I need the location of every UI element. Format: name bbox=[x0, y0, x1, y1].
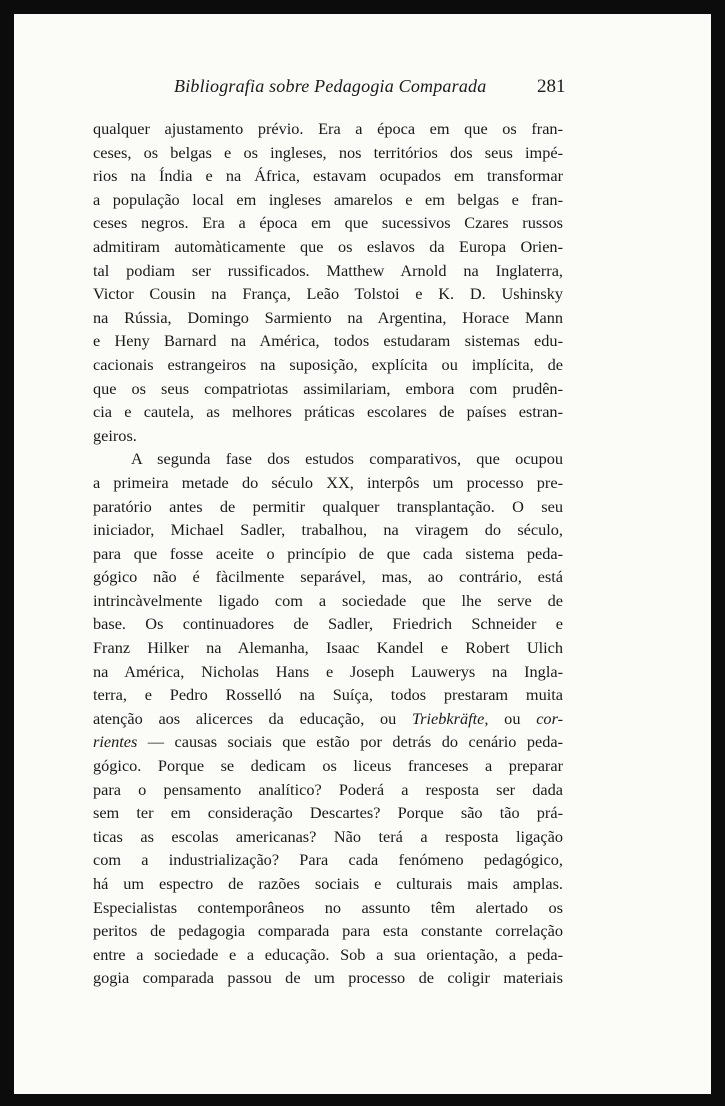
text-line: peritos de pedagogia comparada para esta constante correlação bbox=[93, 921, 563, 941]
text-line: a primeira metade do século XX, interpôs um processo pre- bbox=[93, 472, 563, 492]
italic-term: Triebkräfte, bbox=[412, 708, 489, 728]
text-line: admitiram automàticamente que os eslavos da Europa Orien- bbox=[93, 236, 563, 256]
text-line: para que fosse aceite o princípio de que cada sistema peda- bbox=[93, 543, 563, 563]
page-number: 281 bbox=[537, 76, 566, 97]
text-line: cia e cautela, as melhores práticas escolares de países estran- bbox=[93, 402, 563, 422]
text-line: a população local em ingleses amarelos e em belgas e fran- bbox=[93, 189, 563, 209]
text-line: há um espectro de razões sociais e culturais mais amplas. bbox=[93, 874, 563, 893]
text-line: geiros. bbox=[93, 425, 137, 445]
text-line: qualquer ajustamento prévio. Era a época em que os fran- bbox=[93, 119, 563, 138]
text-line: entre a sociedade e a educação. Sob a sua orientação, a peda- bbox=[93, 944, 563, 964]
running-head-title: Bibliografia sobre Pedagogia Comparada bbox=[174, 76, 487, 96]
text-line: na Rússia, Domingo Sarmiento na Argentina, Horace Mann bbox=[93, 307, 563, 327]
italic-term: cor- bbox=[536, 708, 564, 728]
text-line: ceses, os belgas e os ingleses, nos territórios dos seus impé- bbox=[93, 142, 563, 162]
text-line: com a industrialização? Para cada fenómeno pedagógico, bbox=[93, 850, 563, 870]
text-line: terra, e Pedro Rosselló na Suíça, todos prestaram muita bbox=[93, 685, 563, 705]
text-line: para o pensamento analítico? Poderá a resposta ser dada bbox=[93, 779, 563, 799]
text-line: na América, Nicholas Hans e Joseph Lauwerys na Ingla- bbox=[93, 661, 563, 681]
paragraph-1 bbox=[93, 117, 563, 447]
paragraph-2 bbox=[93, 447, 563, 990]
text-line: intrincàvelmente ligado com a sociedade que lhe serve de bbox=[93, 590, 563, 610]
text-line: Franz Hilker na Alemanha, Isaac Kandel e Robert Ulich bbox=[93, 638, 563, 658]
text-line: cacionais estrangeiros na suposição, explícita ou implícita, de bbox=[93, 354, 563, 374]
text-line: A segunda fase dos estudos comparativos, que ocupou bbox=[131, 449, 563, 469]
italic-term: rientes bbox=[93, 732, 138, 752]
running-head bbox=[0, 76, 725, 100]
body-text bbox=[93, 117, 563, 990]
text-line: atenção aos alicerces da educação, ou Triebkräfte, ou cor- bbox=[93, 708, 564, 728]
text-line: iniciador, Michael Sadler, trabalhou, na viragem do século, bbox=[93, 520, 563, 540]
text-line: que os seus compatriotas assimilariam, embora com prudên- bbox=[93, 378, 563, 398]
text-line: rios na Índia e na África, estavam ocupados em transformar bbox=[93, 166, 563, 186]
text-line: tal podiam ser russificados. Matthew Arnold na Inglaterra, bbox=[93, 260, 563, 280]
text-line: ticas as escolas americanas? Não terá a resposta ligação bbox=[93, 826, 563, 846]
text-line: paratório antes de permitir qualquer transplantação. O seu bbox=[93, 496, 563, 516]
text-line: Especialistas contemporâneos no assunto têm alertado os bbox=[93, 897, 563, 917]
text-line: gogia comparada passou de um processo de coligir materiais bbox=[93, 968, 563, 988]
text-line: base. Os continuadores de Sadler, Friedrich Schneider e bbox=[93, 614, 563, 634]
text-line: rientes — causas sociais que estão por detrás do cenário peda- bbox=[93, 732, 563, 752]
text-line: Victor Cousin na França, Leão Tolstoi e K. D. Ushinsky bbox=[93, 284, 563, 304]
text-line: e Heny Barnard na América, todos estudaram sistemas edu- bbox=[93, 331, 563, 351]
text-line: gógico. Porque se dedicam os liceus franceses a preparar bbox=[93, 756, 563, 776]
text-line: ceses negros. Era a época em que sucessivos Czares russos bbox=[93, 213, 563, 233]
text-line: gógico não é fàcilmente separável, mas, ao contrário, está bbox=[93, 567, 563, 587]
text-line: sem ter em consideração Descartes? Porque são tão prá- bbox=[93, 803, 563, 823]
